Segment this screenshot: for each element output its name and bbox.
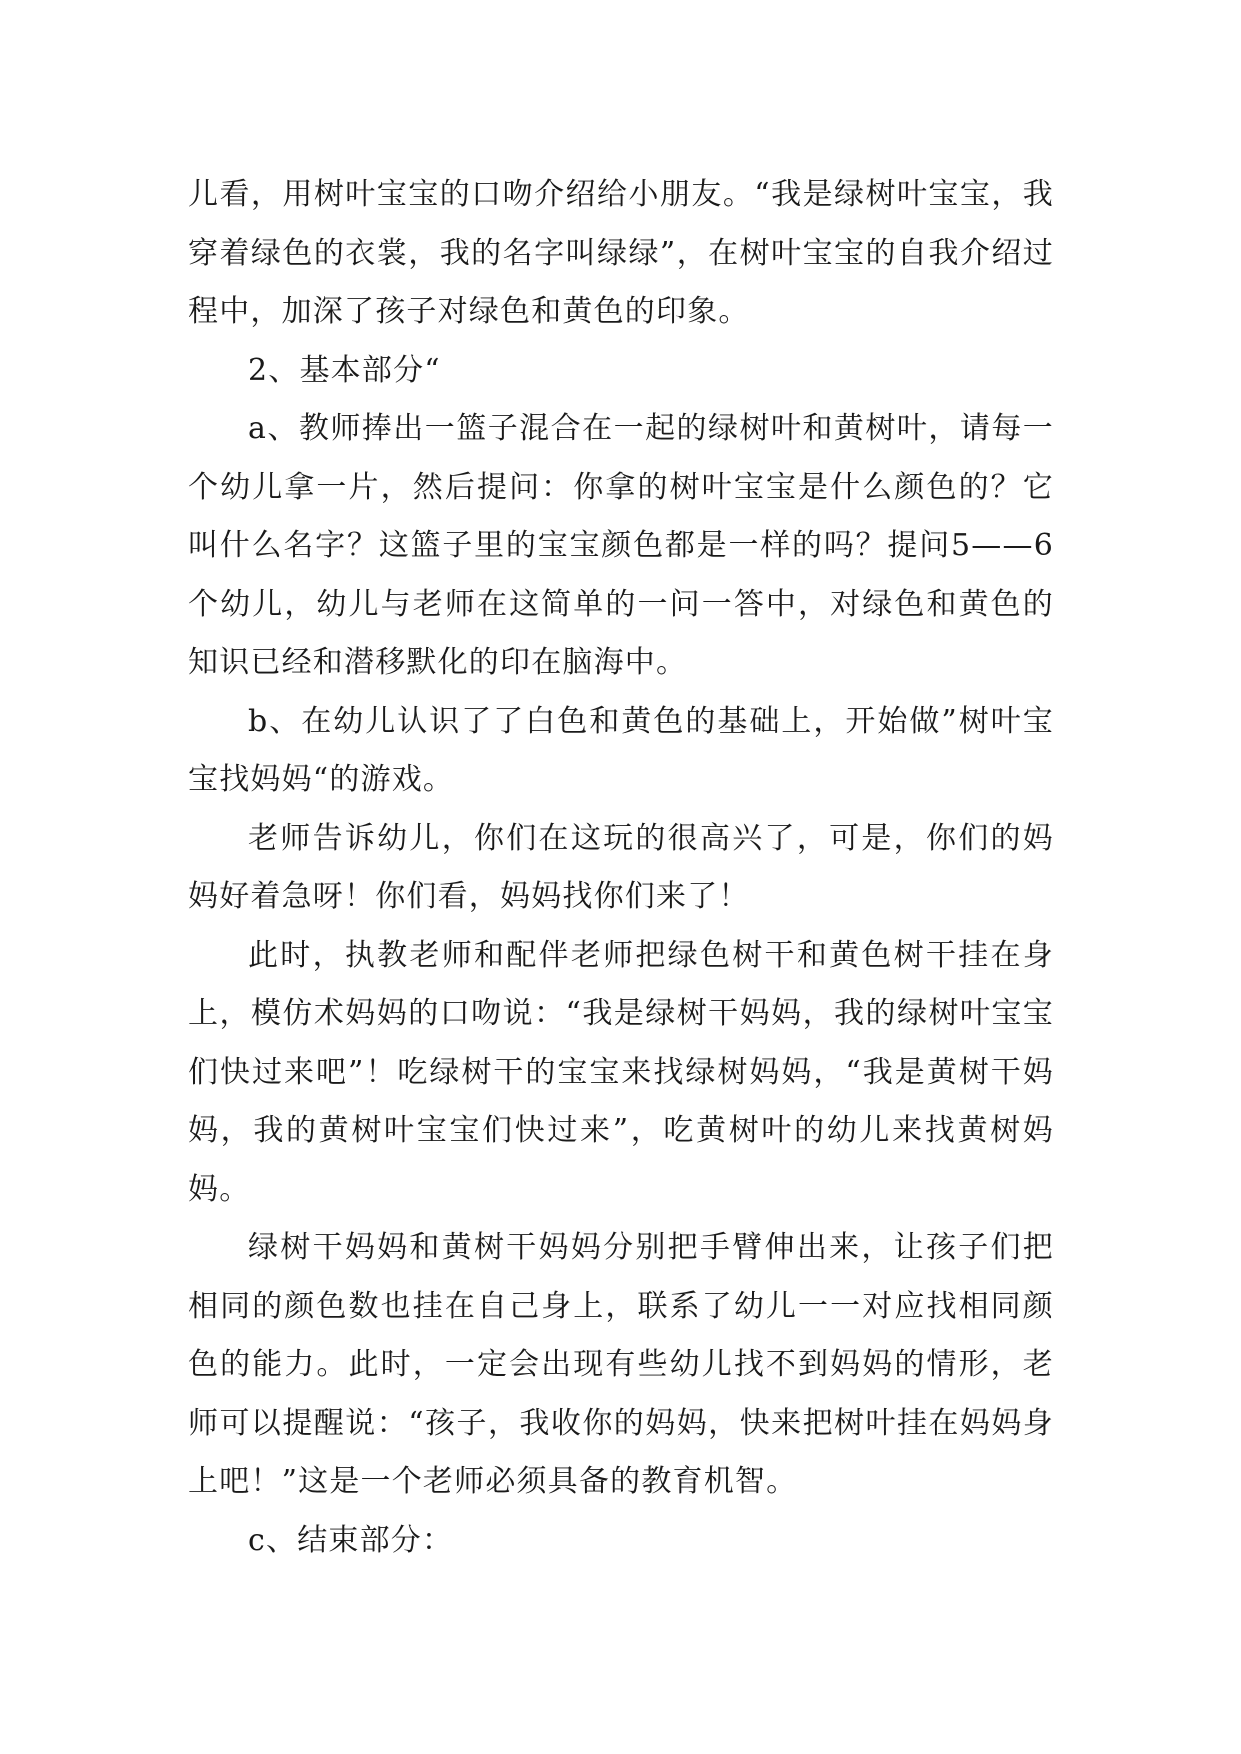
paragraph-8: c、结束部分： [248,1522,454,1558]
paragraph-4: b、在幼儿认识了了白色和黄色的基础上，开始做”树叶宝宝找妈妈“的游戏。 [188,703,1054,797]
paragraph-7: 绿树干妈妈和黄树干妈妈分别把手臂伸出来，让孩子们把相同的颜色数也挂在自己身上，联系了幼儿一一对应找相同颜色的能力。此时，一定会出现有些幼儿找不到妈妈的情形，老师可以提醒说：“孩子，我收你的妈妈，快来把树叶挂在妈妈身上吧！”这是一个老师必须具备的教育机智。 [188,1230,1054,1499]
document-body [188,166,1054,1570]
paragraph-3: a、教师捧出一篮子混合在一起的绿树叶和黄树叶，请每一个幼儿拿一片，然后提问：你拿的树叶宝宝是什么颜色的？它叫什么名字？这篮子里的宝宝颜色都是一样的吗？提问5——6个幼儿，幼儿与老师在这简单的一问一答中，对绿色和黄色的知识已经和潜移默化的印在脑海中。 [188,411,1054,680]
paragraph-6: 此时，执教老师和配伴老师把绿色树干和黄色树干挂在身上，模仿术妈妈的口吻说：“我是绿树干妈妈，我的绿树叶宝宝们快过来吧”！吃绿树干的宝宝来找绿树妈妈，“我是黄树干妈妈，我的黄树叶宝宝们快过来”，吃黄树叶的幼儿来找黄树妈妈。 [188,937,1054,1207]
paragraph-5: 老师告诉幼儿，你们在这玩的很高兴了，可是，你们的妈妈好着急呀！你们看，妈妈找你们来了！ [188,820,1054,914]
paragraph-2: 2、基本部分“ [248,352,441,388]
paragraph-1: 儿看，用树叶宝宝的口吻介绍给小朋友。“我是绿树叶宝宝，我穿着绿色的衣裳，我的名字叫绿绿”，在树叶宝宝的自我介绍过程中，加深了孩子对绿色和黄色的印象。 [188,177,1054,329]
